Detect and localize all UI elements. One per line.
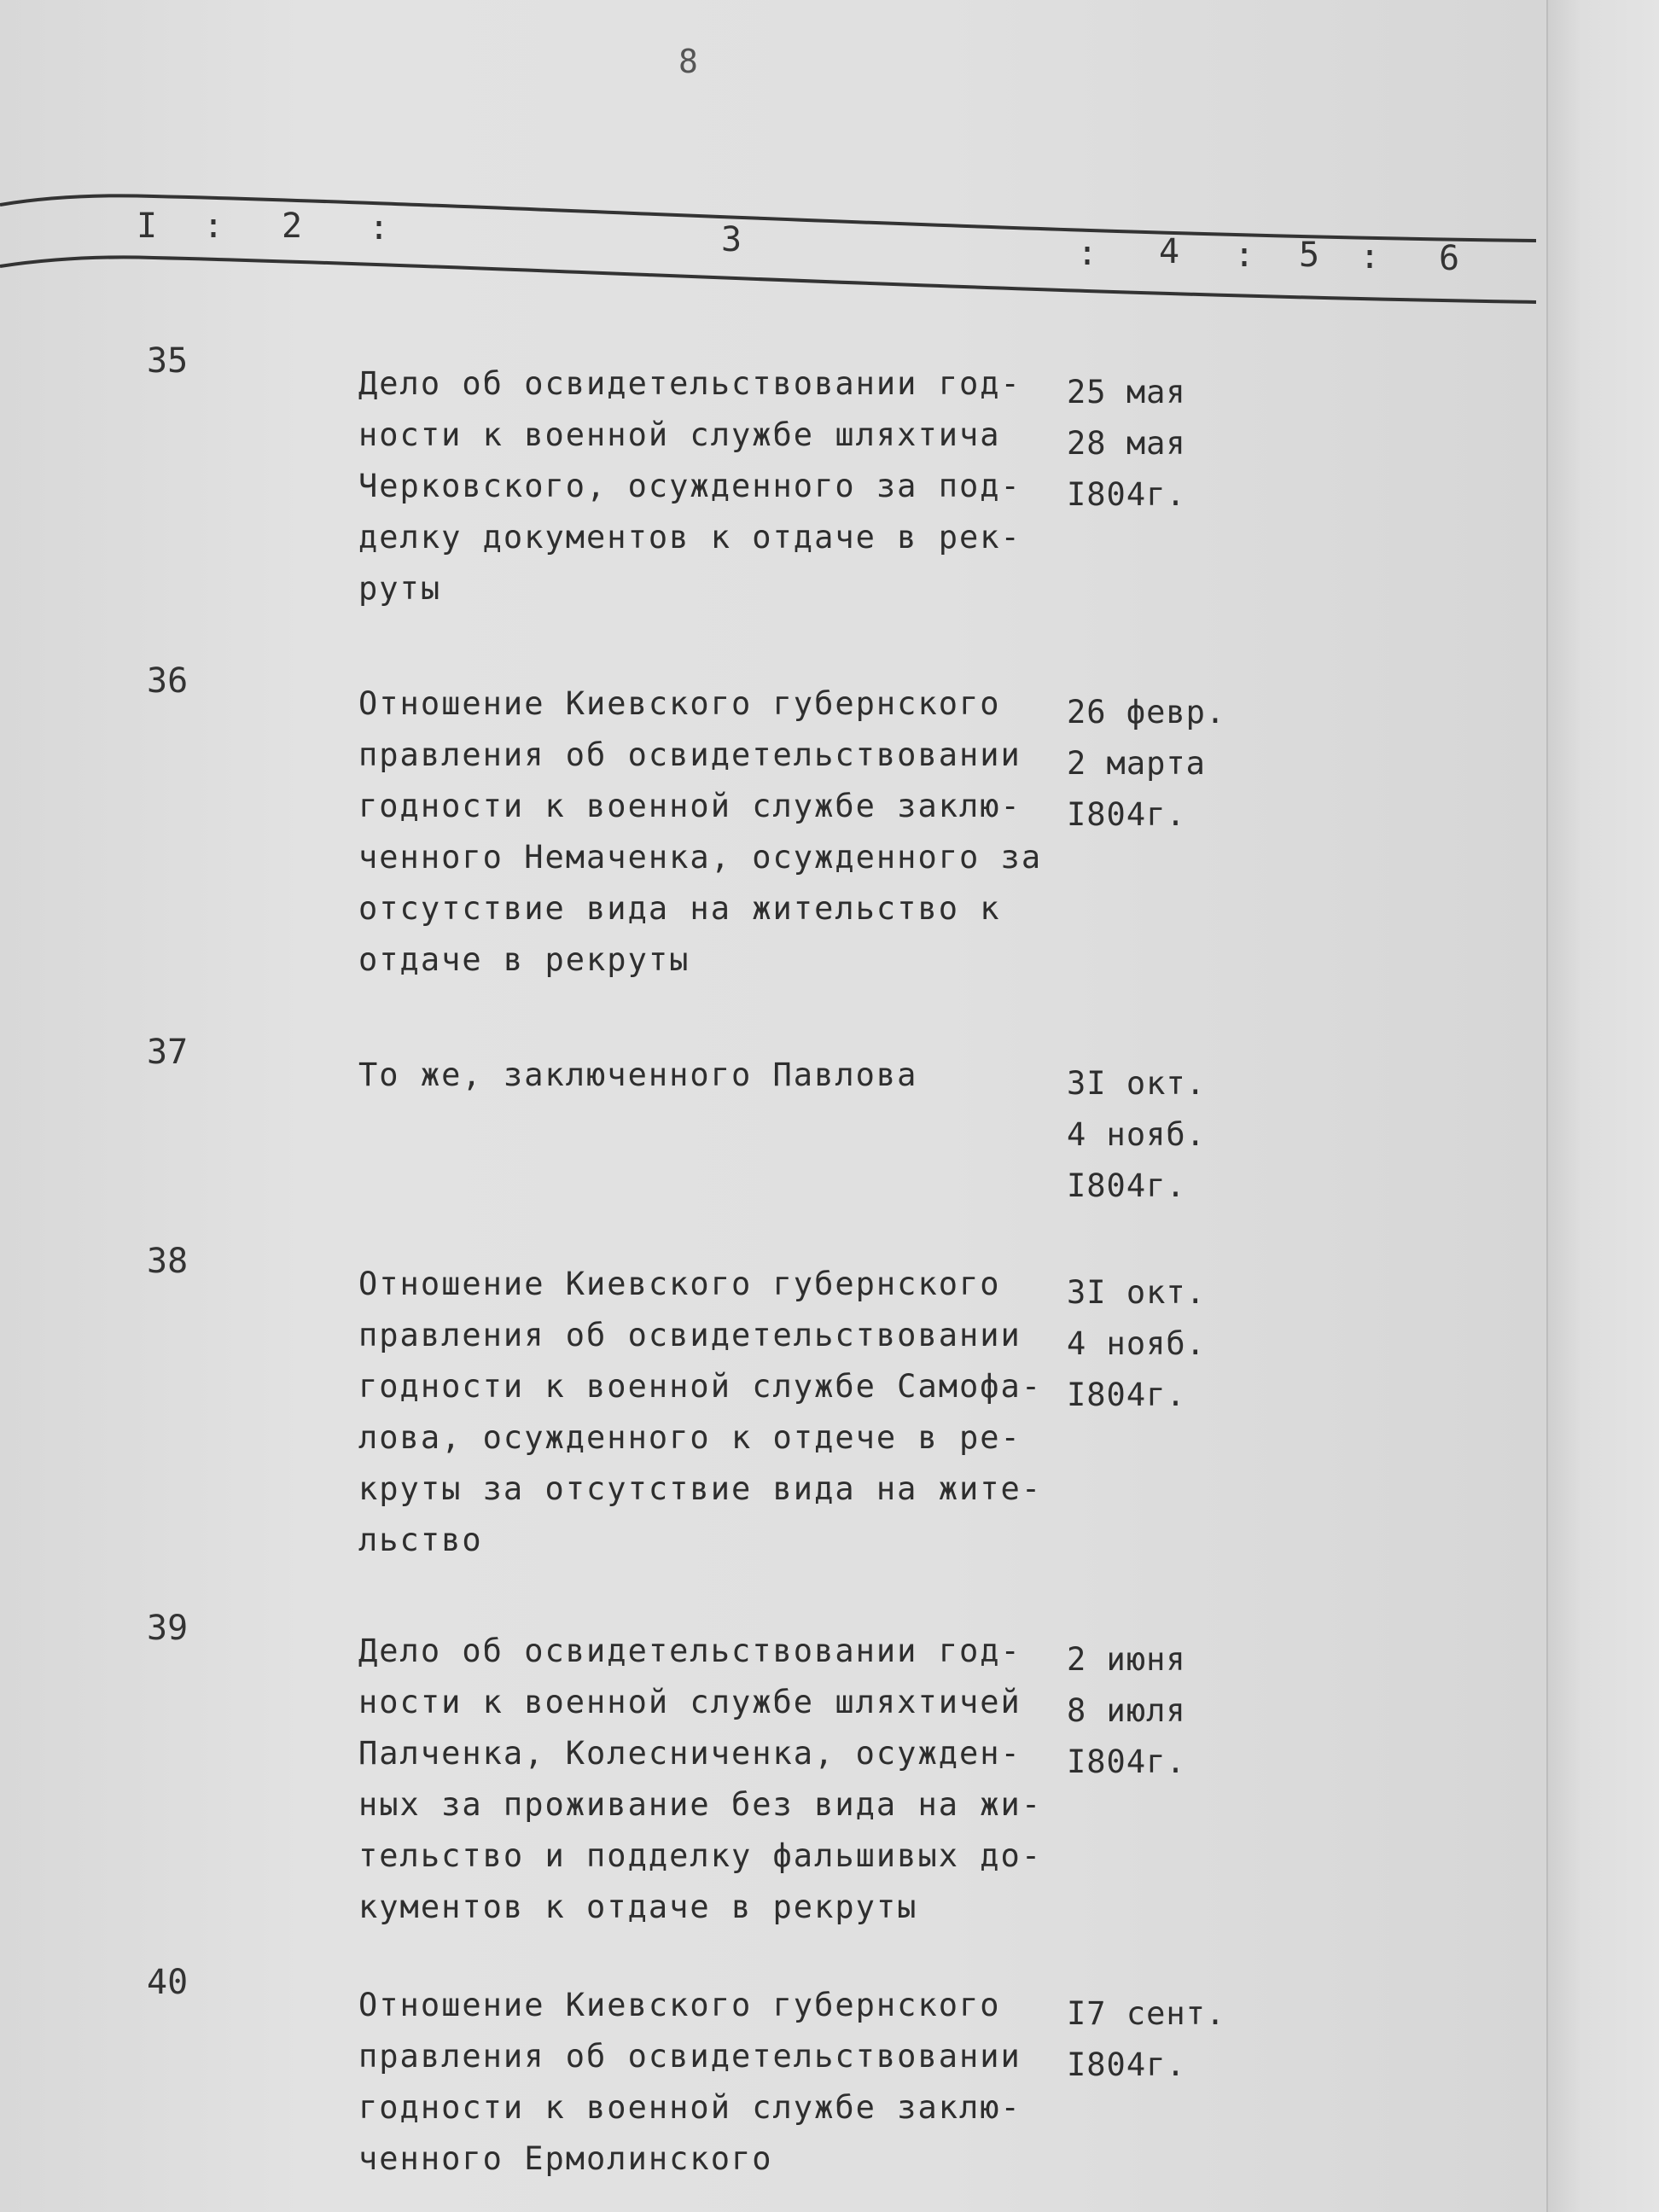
date-line: 28 мая	[1067, 425, 1186, 462]
date-line: I804г.	[1067, 2046, 1186, 2083]
entry-dates	[1067, 1267, 1206, 1421]
description-line: Палченка, Колесниченка, осужден-	[358, 1735, 1022, 1772]
description-line: годности к военной службе заклю-	[358, 2089, 1022, 2126]
header-col-1: I	[137, 207, 158, 246]
description-line: Отношение Киевского губернского	[358, 685, 1001, 722]
date-line: 2 марта	[1067, 745, 1206, 782]
date-line: 2 июня	[1067, 1641, 1186, 1678]
header-top-rule	[0, 195, 1536, 241]
description-line: Отношение Киевского губернского	[358, 1266, 1001, 1302]
header-col-3: 3	[721, 220, 742, 259]
date-line: 4 нояб.	[1067, 1325, 1206, 1362]
date-line: I804г.	[1067, 796, 1186, 833]
description-line: Дело об освидетельствовании год-	[358, 1633, 1022, 1669]
description-line: круты за отсутствие вида на жите-	[358, 1470, 1043, 1507]
description-line: ченного Немаченка, осужденного за	[358, 839, 1043, 876]
date-line: I804г.	[1067, 1743, 1186, 1780]
header-col-5: 5	[1299, 236, 1320, 275]
entry-dates	[1067, 367, 1186, 521]
description-line: делку документов к отдаче в рек-	[358, 519, 1022, 556]
description-line: Дело об освидетельствовании год-	[358, 365, 1022, 402]
underlying-page-edge	[1546, 0, 1659, 2212]
description-line: годности к военной службе Самофа-	[358, 1368, 1043, 1405]
date-line: 8 июля	[1067, 1692, 1186, 1729]
date-line: 3I окт.	[1067, 1065, 1206, 1102]
description-line: правления об освидетельствовании	[358, 736, 1022, 773]
description-line: ных за проживание без вида на жи-	[358, 1786, 1043, 1823]
description-line: ности к военной службе шляхтича	[358, 416, 1001, 453]
entry-dates	[1067, 1988, 1225, 2091]
date-line: 25 мая	[1067, 374, 1186, 410]
entry-number: 37	[147, 1033, 189, 1072]
description-line: отсутствие вида на жительство к	[358, 890, 1001, 927]
entry-dates	[1067, 687, 1225, 841]
date-line: 3I окт.	[1067, 1274, 1206, 1311]
description-line: правления об освидетельствовании	[358, 1317, 1022, 1353]
header-sep-5: :	[1359, 237, 1381, 276]
header-sep-4: :	[1234, 236, 1255, 275]
entry-number: 39	[147, 1609, 189, 1648]
description-line: Отношение Киевского губернского	[358, 1987, 1001, 2023]
description-line: отдаче в рекруты	[358, 941, 690, 978]
page-number: 8	[678, 43, 698, 80]
date-line: I804г.	[1067, 1377, 1186, 1413]
date-line: I804г.	[1067, 476, 1186, 513]
header-sep-1: :	[203, 207, 224, 246]
header-col-4: 4	[1159, 232, 1180, 271]
entry-description	[358, 1980, 1058, 2185]
header-sep-3: :	[1077, 234, 1098, 273]
description-line: То же, заключенного Павлова	[358, 1057, 918, 1093]
date-line: 26 февр.	[1067, 694, 1226, 731]
entry-number: 36	[147, 661, 189, 701]
entry-description	[358, 1626, 1058, 1933]
table-header	[0, 188, 1546, 307]
header-sep-2: :	[369, 208, 390, 247]
description-line: тельство и подделку фальшивых до-	[358, 1837, 1043, 1874]
description-line: правления об освидетельствовании	[358, 2038, 1022, 2075]
entry-description	[358, 678, 1058, 986]
entry-number: 38	[147, 1242, 189, 1281]
description-line: руты	[358, 570, 442, 607]
entry-dates	[1067, 1634, 1186, 1788]
entry-number: 35	[147, 341, 189, 381]
entry-description	[358, 1050, 1058, 1101]
entry-description	[358, 1259, 1058, 1566]
date-line: 4 нояб.	[1067, 1116, 1206, 1153]
entry-number: 40	[147, 1963, 189, 2002]
header-col-6: 6	[1439, 239, 1460, 278]
header-col-2: 2	[282, 207, 303, 246]
description-line: кументов к отдаче в рекруты	[358, 1889, 918, 1925]
description-line: льство	[358, 1522, 483, 1558]
description-line: ности к военной службе шляхтичей	[358, 1684, 1022, 1720]
entry-dates	[1067, 1058, 1206, 1212]
date-line: I7 сент.	[1067, 1995, 1226, 2032]
description-line: ченного Ермолинского	[358, 2140, 773, 2177]
description-line: Черковского, осужденного за под-	[358, 468, 1022, 504]
entry-description	[358, 358, 1058, 614]
description-line: лова, осужденного к отдече в ре-	[358, 1419, 1022, 1456]
description-line: годности к военной службе заклю-	[358, 788, 1022, 824]
date-line: I804г.	[1067, 1167, 1186, 1204]
